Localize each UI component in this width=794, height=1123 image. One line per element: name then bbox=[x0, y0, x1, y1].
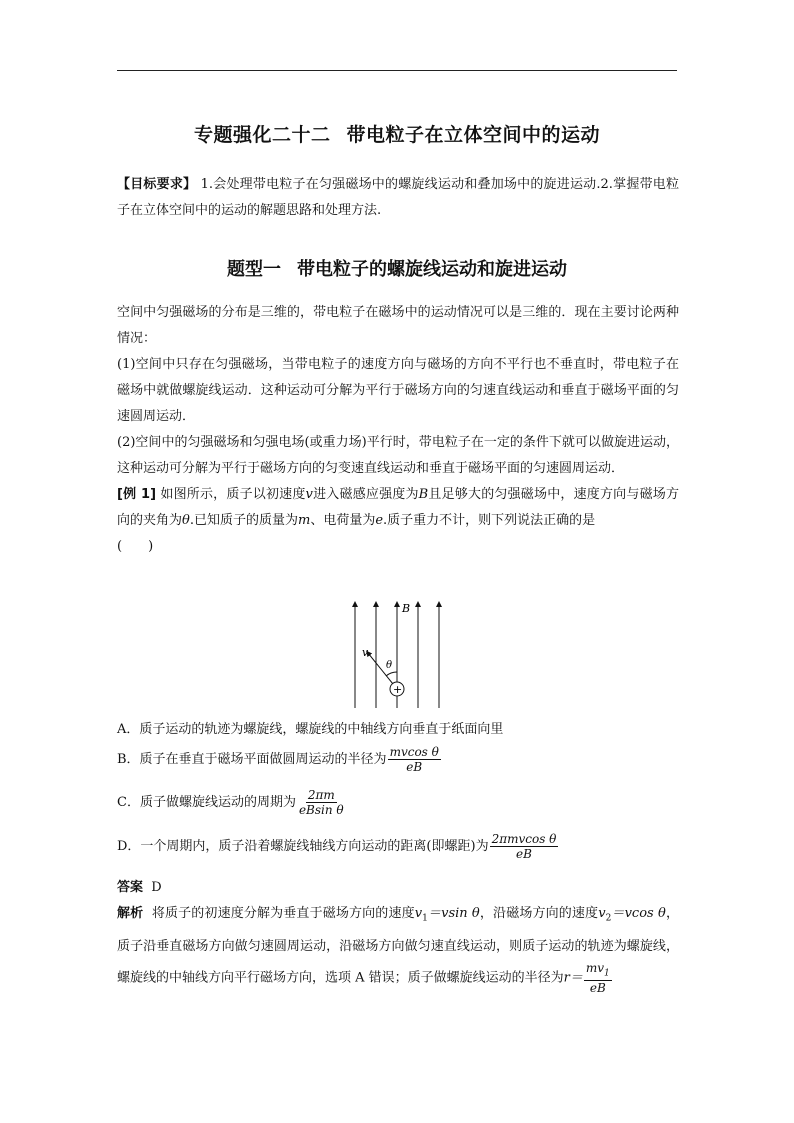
option-B-denominator: eB bbox=[406, 760, 423, 774]
symbol-B: B bbox=[418, 487, 429, 502]
symbol-theta: θ bbox=[182, 513, 190, 528]
angle-arc bbox=[386, 672, 397, 676]
option-C-fraction bbox=[297, 788, 346, 817]
example-paragraph bbox=[117, 482, 679, 560]
case1-paragraph: (1)空间中只存在匀强磁场，当带电粒子的速度方向与磁场的方向不平行也不垂直时，带电粒子在磁场中就做螺旋线运动．这种运动可分解为平行于磁场方向的匀速直线运动和垂直于磁场平面的匀速圆周运动． bbox=[117, 357, 679, 424]
label-B: B bbox=[402, 602, 411, 615]
option-A-text: A．质子运动的轨迹为螺旋线，螺旋线的中轴线方向垂直于纸面向里 bbox=[117, 722, 504, 737]
radius-denominator: eB bbox=[589, 980, 606, 995]
header-rule bbox=[117, 70, 677, 71]
symbol-e: e bbox=[375, 513, 384, 528]
answer-value: D bbox=[151, 880, 162, 895]
option-D-denominator: eB bbox=[516, 847, 532, 861]
option-A bbox=[117, 718, 679, 737]
option-C bbox=[117, 788, 679, 817]
option-D-text: D．一个周期内，质子沿着螺旋线轴线方向运动的距离(即螺距)为 bbox=[117, 839, 489, 854]
equation-v1: ＝vsin θ bbox=[427, 906, 480, 921]
example-text-1: 如图所示，质子以初速度 bbox=[160, 487, 306, 502]
option-D-fraction bbox=[490, 832, 559, 861]
case2-paragraph: (2)空间中的匀强磁场和匀强电场(或重力场)平行时，带电粒子在一定的条件下就可以做旋进运动，这种运动可分解为平行于磁场方向的匀变速直线运动和垂直于磁场平面的匀速圆周运动． bbox=[117, 435, 679, 476]
example-text-5: 、电荷量为 bbox=[310, 513, 376, 528]
label-theta: θ bbox=[386, 660, 393, 671]
analysis-text-3: ，质子沿垂直磁场方向做匀速圆周运动，沿磁场方向做匀速直线运动，则质子运动的轨迹为螺旋线，螺旋线的中轴线方向平行磁场方向，选项 A 错误；质子做螺旋线运动的半径为 bbox=[117, 906, 679, 986]
radius-numerator bbox=[584, 961, 612, 981]
page-title bbox=[0, 120, 794, 147]
example-text-6: .质子重力不计，则下列说法正确的是 bbox=[383, 513, 596, 528]
option-B-fraction bbox=[388, 745, 441, 774]
option-B-text: B．质子在垂直于磁场平面做圆周运动的半径为 bbox=[117, 752, 387, 767]
title-part-2: 带电粒子在立体空间中的运动 bbox=[346, 124, 601, 146]
section-heading bbox=[0, 255, 794, 281]
symbol-v1: v bbox=[414, 906, 423, 921]
option-B bbox=[117, 745, 679, 774]
symbol-r: r＝ bbox=[563, 970, 583, 986]
example-text-3: 且足够大的匀强磁场中，速度方向与磁场方向的夹角为 bbox=[117, 487, 679, 528]
subscript-2: 2 bbox=[605, 913, 612, 924]
symbol-v: v bbox=[305, 487, 313, 502]
radius-numerator-sub: 1 bbox=[604, 967, 610, 978]
option-C-numerator: 2πm bbox=[307, 788, 335, 802]
analysis-label: 解析 bbox=[117, 906, 144, 921]
option-C-text: C．质子做螺旋线运动的周期为 bbox=[117, 795, 296, 810]
answer-paren: ( ) bbox=[117, 539, 154, 554]
section-heading-part-2: 带电粒子的螺旋线运动和旋进运动 bbox=[297, 259, 567, 280]
analysis-text-1: 将质子的初速度分解为垂直于磁场方向的速度 bbox=[151, 906, 415, 921]
example-text-2: 进入磁感应强度为 bbox=[312, 487, 419, 502]
option-D-numerator: 2πmvcos θ bbox=[491, 832, 557, 846]
objective-label: 【目标要求】 bbox=[117, 177, 197, 192]
proton-sign: + bbox=[393, 683, 403, 696]
option-B-numerator: mvcos θ bbox=[389, 745, 439, 759]
example-label: [例 1] bbox=[117, 487, 157, 502]
option-C-denominator: eBsin θ bbox=[298, 803, 344, 817]
radius-fraction bbox=[584, 961, 612, 995]
objective-text: 1.会处理带电粒子在匀强磁场中的螺旋线运动和叠加场中的旋进运动.2.掌握带电粒子在立体空间中的运动的解题思路和处理方法. bbox=[117, 177, 679, 218]
example-text-4: .已知质子的质量为 bbox=[189, 513, 298, 528]
magnetic-field-figure bbox=[340, 598, 450, 710]
section-heading-part-1: 题型一 bbox=[227, 259, 281, 280]
subscript-1: 1 bbox=[422, 913, 428, 924]
answer-line bbox=[117, 876, 162, 895]
answer-label: 答案 bbox=[117, 880, 144, 895]
analysis-block bbox=[117, 900, 679, 995]
equation-v2: ＝vcos θ bbox=[611, 906, 666, 921]
intro-paragraph: 空间中匀强磁场的分布是三维的，带电粒子在磁场中的运动情况可以是三维的．现在主要讨论两种情况： bbox=[117, 305, 679, 346]
analysis-text-2: ，沿磁场方向的速度 bbox=[479, 906, 599, 921]
symbol-m: m bbox=[297, 513, 311, 528]
symbol-v2: v bbox=[598, 906, 606, 921]
label-v: v bbox=[362, 646, 369, 659]
title-part-1: 专题强化二十二 bbox=[193, 124, 331, 146]
option-D bbox=[117, 832, 679, 861]
objective-block bbox=[117, 172, 679, 224]
radius-numerator-text: mv bbox=[585, 960, 605, 975]
intro-block bbox=[117, 300, 679, 560]
